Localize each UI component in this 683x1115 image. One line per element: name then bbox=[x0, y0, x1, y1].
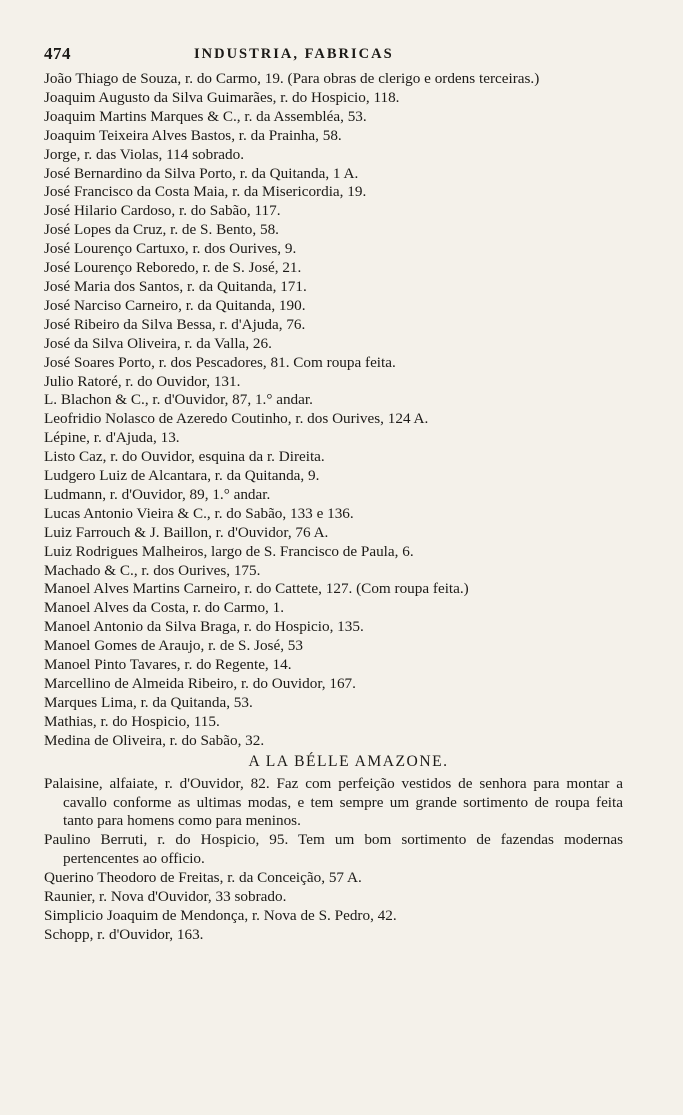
directory-entry: Mathias, r. do Hospicio, 115. bbox=[44, 712, 220, 730]
directory-entry: José Bernardino da Silva Porto, r. da Quitanda, 1 A. bbox=[44, 164, 359, 182]
directory-entry: Manoel Alves da Costa, r. do Carmo, 1. bbox=[44, 599, 285, 617]
section-heading: A LA BÉLLE AMAZONE. bbox=[248, 752, 449, 770]
running-head bbox=[44, 44, 623, 68]
directory-entry: José Lopes da Cruz, r. de S. Bento, 58. bbox=[44, 221, 279, 239]
directory-entry: José Francisco da Costa Maia, r. da Misericordia, 19. bbox=[44, 183, 367, 201]
page-number: 474 bbox=[44, 44, 71, 63]
directory-entry: Querino Theodoro de Freitas, r. da Conceição, 57 A. bbox=[44, 869, 362, 887]
directory-entry: Joaquim Teixeira Alves Bastos, r. da Prainha, 58. bbox=[44, 126, 342, 144]
directory-entry: Manoel Antonio da Silva Braga, r. do Hospicio, 135. bbox=[44, 618, 364, 636]
directory-entry: Lucas Antonio Vieira & C., r. do Sabão, 133 e 136. bbox=[44, 504, 354, 522]
directory-entry: Jorge, r. das Violas, 114 sobrado. bbox=[44, 145, 245, 163]
directory-entry: Leofridio Nolasco de Azeredo Coutinho, r. dos Ourives, 124 A. bbox=[44, 410, 429, 428]
directory-entry: Julio Ratoré, r. do Ouvidor, 131. bbox=[44, 372, 241, 390]
directory-entry: Ludmann, r. d'Ouvidor, 89, 1.° andar. bbox=[44, 485, 271, 503]
directory-entry: Simplicio Joaquim de Mendonça, r. Nova de S. Pedro, 42. bbox=[44, 906, 397, 924]
directory-entry: Lépine, r. d'Ajuda, 13. bbox=[44, 429, 180, 447]
directory-entry: José Hilario Cardoso, r. do Sabão, 117. bbox=[44, 202, 281, 220]
directory-entry: Joaquim Martins Marques & C., r. da Assembléa, 53. bbox=[44, 107, 367, 125]
directory-entry: Luiz Rodrigues Malheiros, largo de S. Francisco de Paula, 6. bbox=[44, 542, 414, 560]
directory-entry: José Ribeiro da Silva Bessa, r. d'Ajuda, 76. bbox=[44, 315, 306, 333]
directory-entry: José da Silva Oliveira, r. da Valla, 26. bbox=[44, 334, 272, 352]
directory-entry: José Narciso Carneiro, r. da Quitanda, 190. bbox=[44, 296, 306, 314]
directory-entry: Marcellino de Almeida Ribeiro, r. do Ouvidor, 167. bbox=[44, 675, 356, 692]
directory-entry: Paulino Berruti, r. do Hospicio, 95. Tem um bom sortimento de fazendas modernas pertencentes ao officio. bbox=[44, 831, 623, 868]
directory-list-part1 bbox=[44, 70, 623, 751]
directory-entry: Joaquim Augusto da Silva Guimarães, r. do Hospicio, 118. bbox=[44, 88, 400, 106]
directory-entry: L. Blachon & C., r. d'Ouvidor, 87, 1.° andar. bbox=[44, 391, 313, 409]
directory-entry: Manoel Alves Martins Carneiro, r. do Cattete, 127. (Com roupa feita.) bbox=[44, 580, 469, 598]
directory-entry: Ludgero Luiz de Alcantara, r. da Quitanda, 9. bbox=[44, 467, 320, 485]
directory-entry: Luiz Farrouch & J. Baillon, r. d'Ouvidor, 76 A. bbox=[44, 523, 329, 541]
directory-entry: José Lourenço Cartuxo, r. dos Ourives, 9. bbox=[44, 240, 297, 258]
directory-entry: Raunier, r. Nova d'Ouvidor, 33 sobrado. bbox=[44, 888, 287, 906]
directory-entry: Listo Caz, r. do Ouvidor, esquina da r. Direita. bbox=[44, 448, 325, 466]
directory-entry: José Maria dos Santos, r. da Quitanda, 171. bbox=[44, 277, 307, 295]
directory-list-part2 bbox=[44, 775, 623, 945]
directory-entry: Manoel Pinto Tavares, r. do Regente, 14. bbox=[44, 656, 292, 674]
directory-entry: Palaisine, alfaiate, r. d'Ouvidor, 82. Faz com perfeição vestidos de senhora para montar a cavallo conforme as ultimas modas, e tem sempre um grande sortimento de roupa feita tanto para homens como para meninos. bbox=[44, 774, 623, 830]
running-title: INDUSTRIA, FABRICAS bbox=[194, 46, 394, 62]
directory-entry: João Thiago de Souza, r. do Carmo, 19. (Para obras de clerigo e ordens terceiras.) bbox=[44, 70, 540, 87]
directory-entry: José Soares Porto, r. dos Pescadores, 81. Com roupa feita. bbox=[44, 353, 396, 371]
directory-entry: Medina de Oliveira, r. do Sabão, 32. bbox=[44, 731, 265, 749]
directory-entry: Manoel Gomes de Araujo, r. de S. José, 53 bbox=[44, 637, 303, 655]
directory-entry: Schopp, r. d'Ouvidor, 163. bbox=[44, 925, 204, 943]
directory-entry: Marques Lima, r. da Quitanda, 53. bbox=[44, 693, 253, 711]
directory-entry: Machado & C., r. dos Ourives, 175. bbox=[44, 561, 261, 579]
directory-entry: José Lourenço Reboredo, r. de S. José, 21. bbox=[44, 259, 302, 277]
